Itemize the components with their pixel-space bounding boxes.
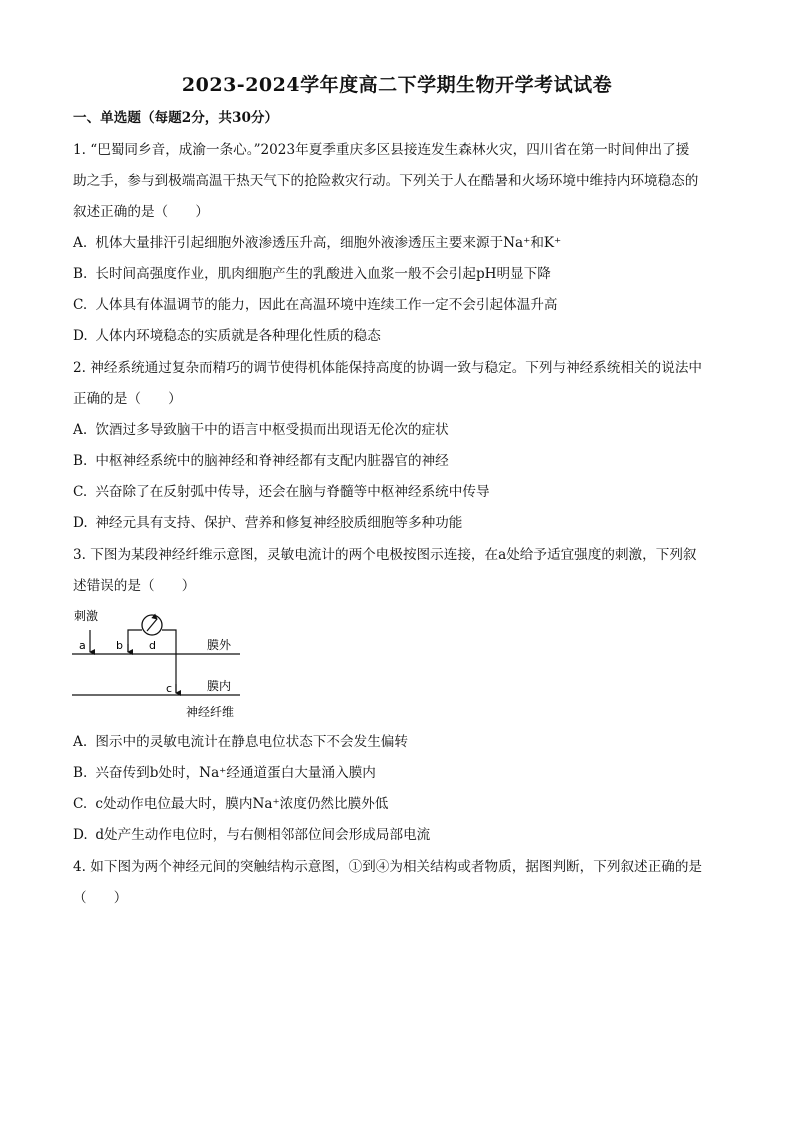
q2-stem-line-2: 正确的是（ ） [73, 391, 182, 407]
q2-option-a[interactable] [73, 420, 723, 440]
label-b: b [116, 639, 123, 652]
q1-stem-line-2: 助之手，参与到极端高温干热天气下的抢险救灾行动。下列关于人在酷暑和火场环境中维持内环境稳态的 [73, 173, 699, 189]
option-text: 兴奋除了在反射弧中传导，还会在脑与脊髓等中枢神经系统中传导 [95, 484, 490, 500]
section-heading: 一、单选题（每题2分，共30分） [73, 110, 279, 126]
option-text: 人体具有体温调节的能力，因此在高温环境中连续工作一定不会引起体温升高 [95, 297, 558, 313]
option-label: D. [73, 515, 88, 531]
option-text: d处产生动作电位时，与右侧相邻部位间会形成局部电流 [95, 827, 431, 843]
option-label: A. [73, 422, 88, 438]
q4-stem-line-2: （ ） [73, 890, 128, 906]
option-label: D. [73, 827, 88, 843]
option-label: B. [73, 266, 88, 282]
option-label: B. [73, 765, 88, 781]
electrode-b-wire [128, 630, 142, 652]
q2-option-c[interactable] [73, 482, 723, 502]
option-text: 中枢神经系统中的脑神经和脊神经都有支配内脏器官的神经 [95, 453, 449, 469]
q4-stem-line-1: 4. 如下图为两个神经元间的突触结构示意图，①到④为相关结构或者物质，据图判断，下列叙述正确的是 [73, 859, 703, 875]
option-label: C. [73, 484, 88, 500]
option-label: C. [73, 796, 88, 812]
option-text: 图示中的灵敏电流计在静息电位状态下不会发生偏转 [95, 734, 408, 750]
q1-option-b[interactable] [73, 264, 723, 284]
label-d: d [149, 639, 156, 652]
option-text: 神经元具有支持、保护、营养和修复神经胶质细胞等多种功能 [95, 515, 463, 531]
option-label: C. [73, 297, 88, 313]
option-label: A. [73, 734, 88, 750]
option-text: 机体大量排汗引起细胞外液渗透压升高，细胞外液渗透压主要来源于Na⁺和K⁺ [95, 235, 562, 251]
label-c: c [166, 682, 173, 695]
q3-option-d[interactable] [73, 825, 723, 845]
q3-stem-line-1: 3. 下图为某段神经纤维示意图，灵敏电流计的两个电极按图示连接，在a处给予适宜强度的刺激，下列叙 [73, 547, 697, 563]
nerve-fiber-svg [70, 606, 260, 724]
q2-stem-line-1: 2. 神经系统通过复杂而精巧的调节使得机体能保持高度的协调一致与稳定。下列与神经系统相关的说法中 [73, 360, 703, 376]
nerve-fiber-diagram [70, 606, 260, 724]
q2-option-b[interactable] [73, 451, 723, 471]
label-stimulus: 刺激 [74, 609, 99, 623]
option-text: 长时间高强度作业，肌肉细胞产生的乳酸进入血浆一般不会引起pH明显下降 [95, 266, 551, 282]
option-text: c处动作电位最大时，膜内Na⁺浓度仍然比膜外低 [95, 796, 389, 812]
option-text: 兴奋传到b处时，Na⁺经通道蛋白大量涌入膜内 [95, 765, 376, 781]
q2-option-d[interactable] [73, 513, 723, 533]
q1-stem-line-3: 叙述正确的是（ ） [73, 204, 209, 220]
q1-stem-line-1: 1. “巴蜀同乡音，成渝一条心。”2023年夏季重庆多区县接连发生森林火灾，四川省在第一时间伸出了援 [73, 142, 690, 158]
q1-option-a[interactable] [73, 233, 723, 253]
label-outside: 膜外 [207, 638, 232, 652]
q1-option-c[interactable] [73, 295, 723, 315]
option-text: 饮酒过多导致脑干中的语言中枢受损而出现语无伦次的症状 [95, 422, 449, 438]
exam-title: 2023-2024学年度高二下学期生物开学考试试卷 [181, 74, 613, 96]
q3-option-b[interactable] [73, 763, 723, 783]
label-a: a [79, 639, 86, 652]
q1-option-d[interactable] [73, 326, 723, 346]
q3-stem-line-2: 述错误的是（ ） [73, 578, 196, 594]
option-label: D. [73, 328, 88, 344]
option-label: A. [73, 235, 88, 251]
q3-option-c[interactable] [73, 794, 723, 814]
option-text: 人体内环境稳态的实质就是各种理化性质的稳态 [95, 328, 381, 344]
option-label: B. [73, 453, 88, 469]
label-nerve-fiber: 神经纤维 [186, 705, 235, 719]
q3-option-a[interactable] [73, 732, 723, 752]
label-inside: 膜内 [207, 679, 232, 693]
